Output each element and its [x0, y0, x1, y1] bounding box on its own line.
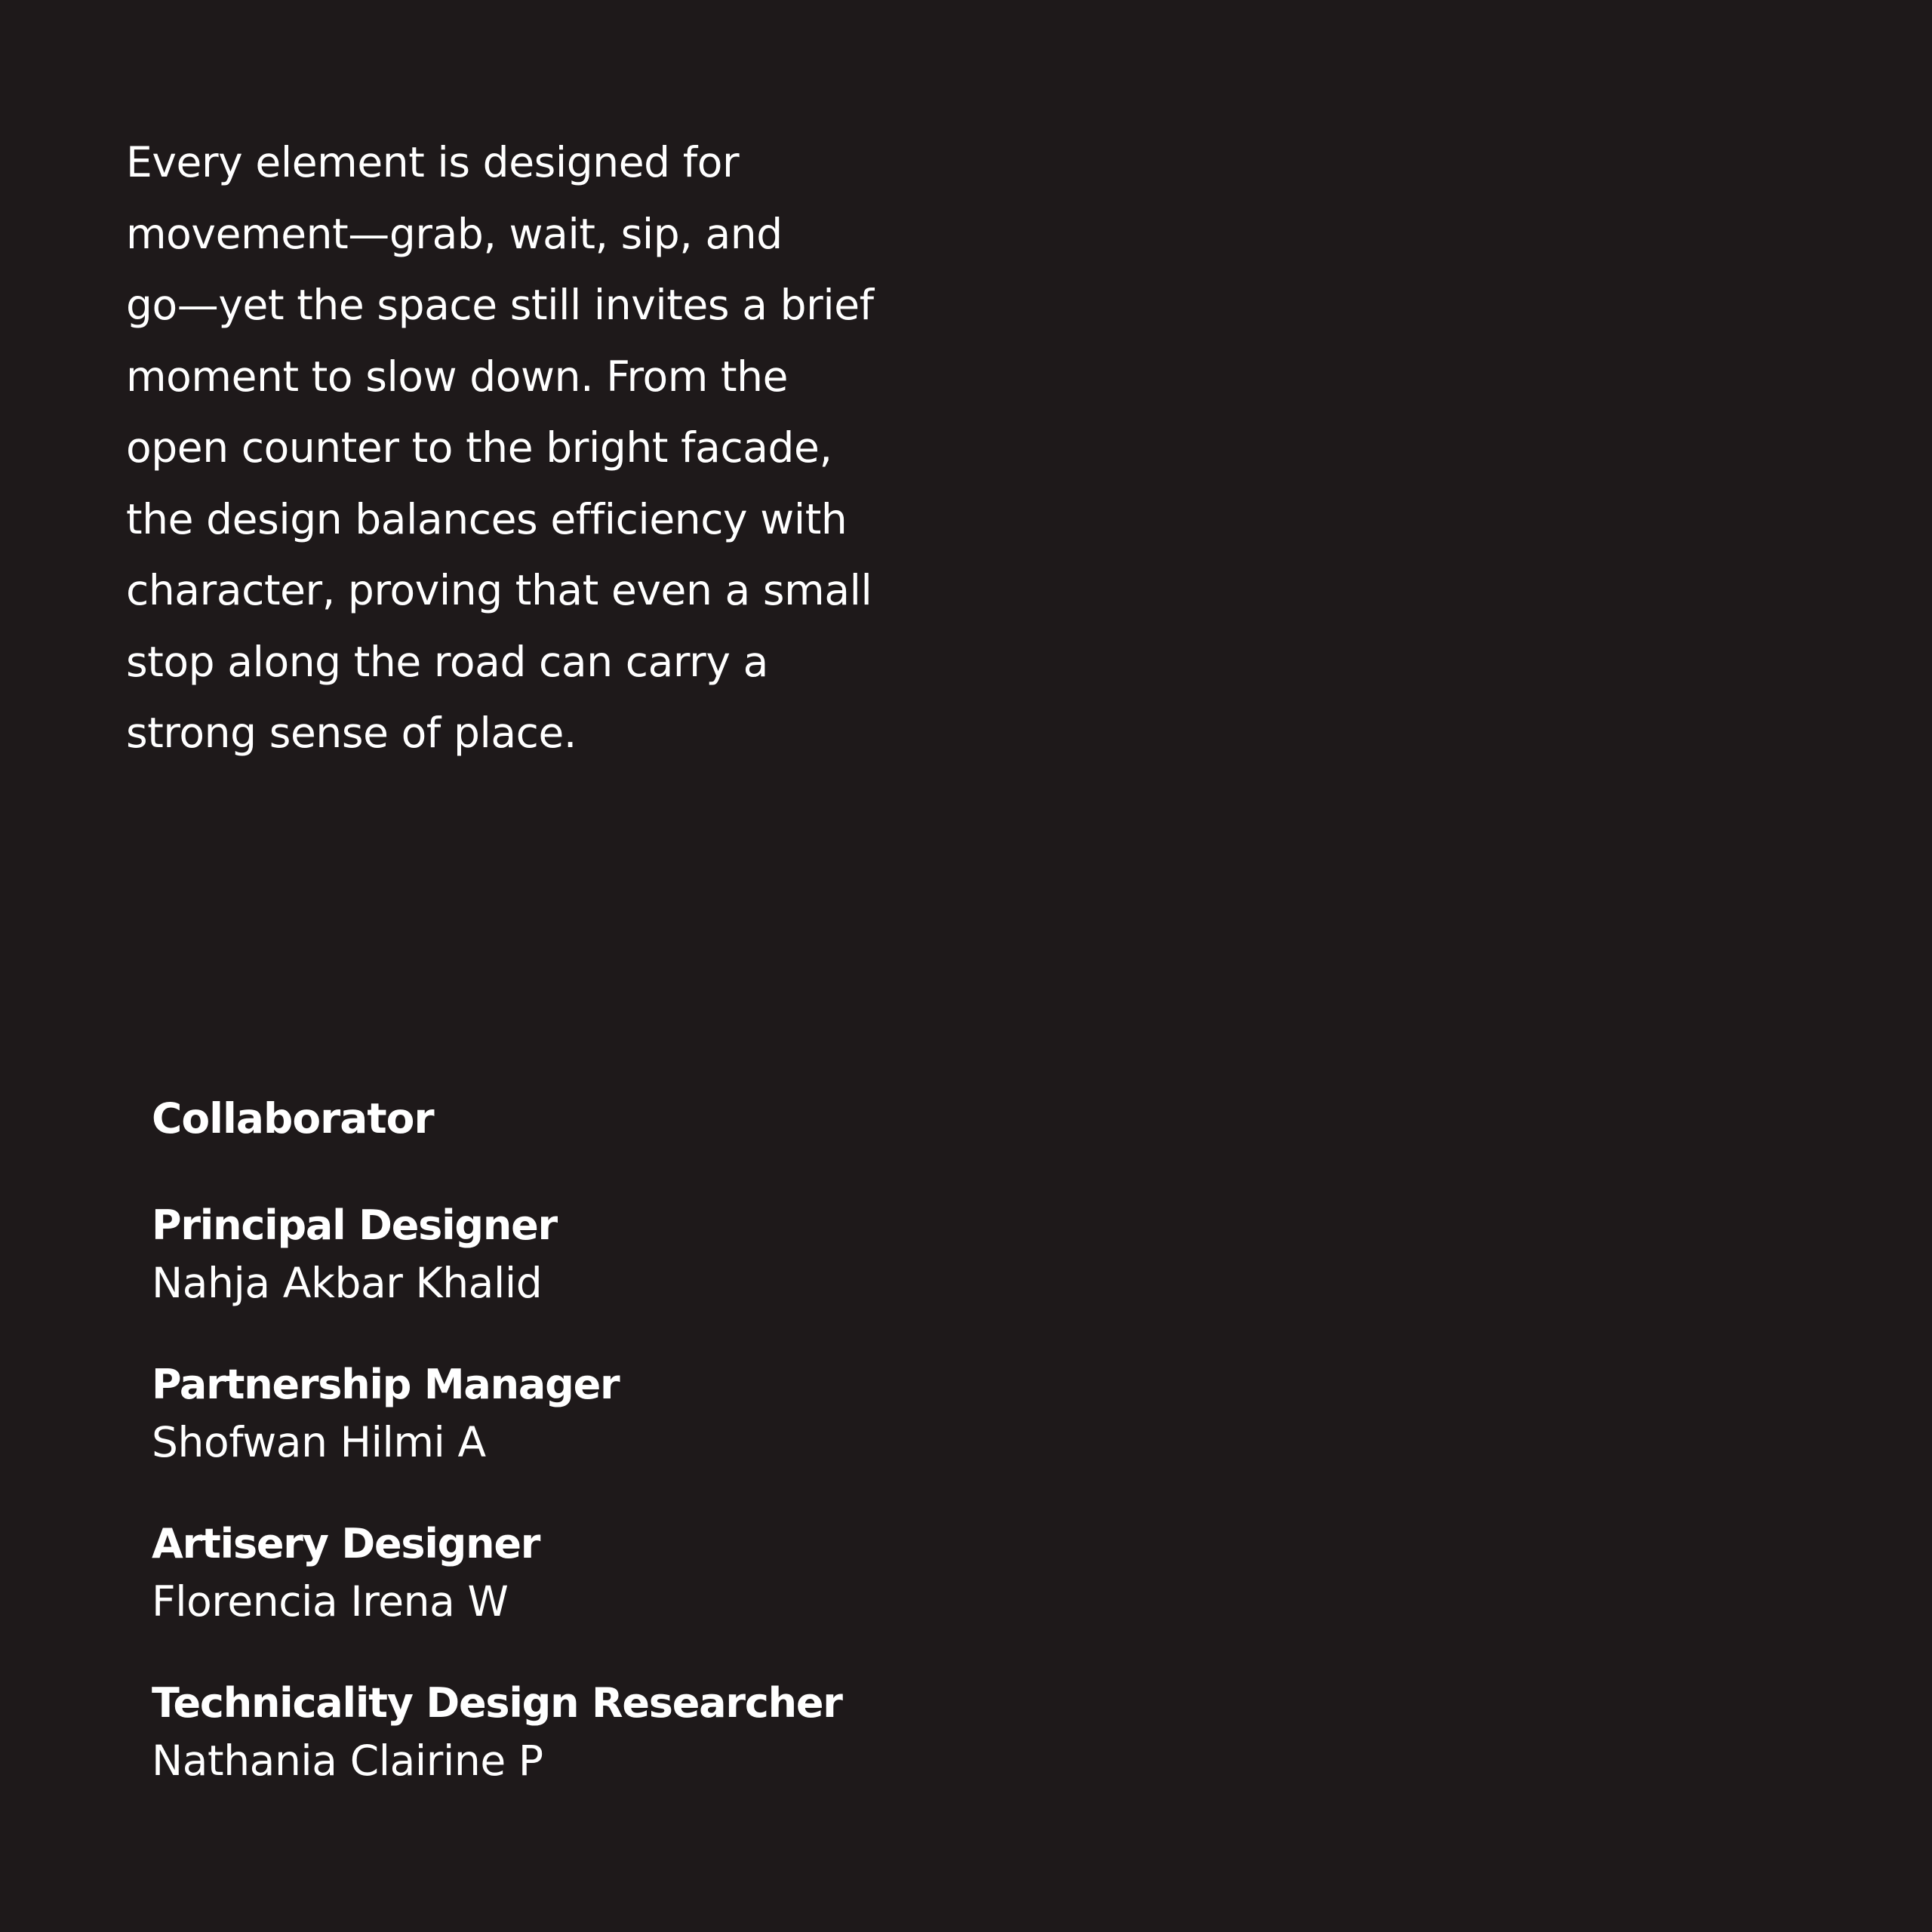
credit-list [152, 1197, 1057, 1789]
description-line: open counter to the bright facade, [126, 423, 832, 472]
credit-name: Florencia Irena W [152, 1577, 509, 1626]
credit-name: Nathania Clairine P [152, 1737, 543, 1785]
description-line: movement—grab, wait, sip, and [126, 209, 783, 258]
description-line: go—yet the space still invites a brief [126, 281, 874, 329]
description-line: stop along the road can carry a [126, 637, 768, 686]
credit-item-technicality-design-researcher [152, 1675, 1057, 1789]
description-line: Every element is designed for [126, 138, 740, 186]
credits-section [152, 1087, 1057, 1789]
credit-item-principal-designer [152, 1197, 1057, 1312]
credits-heading: Collaborator [152, 1094, 434, 1143]
project-description [126, 127, 941, 769]
credit-item-artisery-designer [152, 1515, 1057, 1630]
description-line: strong sense of place. [126, 709, 577, 757]
credit-role: Artisery Designer [152, 1520, 540, 1567]
credit-item-partnership-manager [152, 1356, 1057, 1471]
credit-role: Technicality Design Researcher [152, 1679, 842, 1727]
credit-name: Nahja Akbar Khalid [152, 1259, 543, 1307]
description-line: character, proving that even a small [126, 566, 872, 614]
description-line: moment to slow down. From the [126, 352, 789, 401]
description-line: the design balances efficiency with [126, 494, 848, 543]
credit-role: Principal Designer [152, 1201, 557, 1249]
credit-role: Partnership Manager [152, 1361, 620, 1408]
credit-name: Shofwan Hilmi A [152, 1418, 486, 1466]
